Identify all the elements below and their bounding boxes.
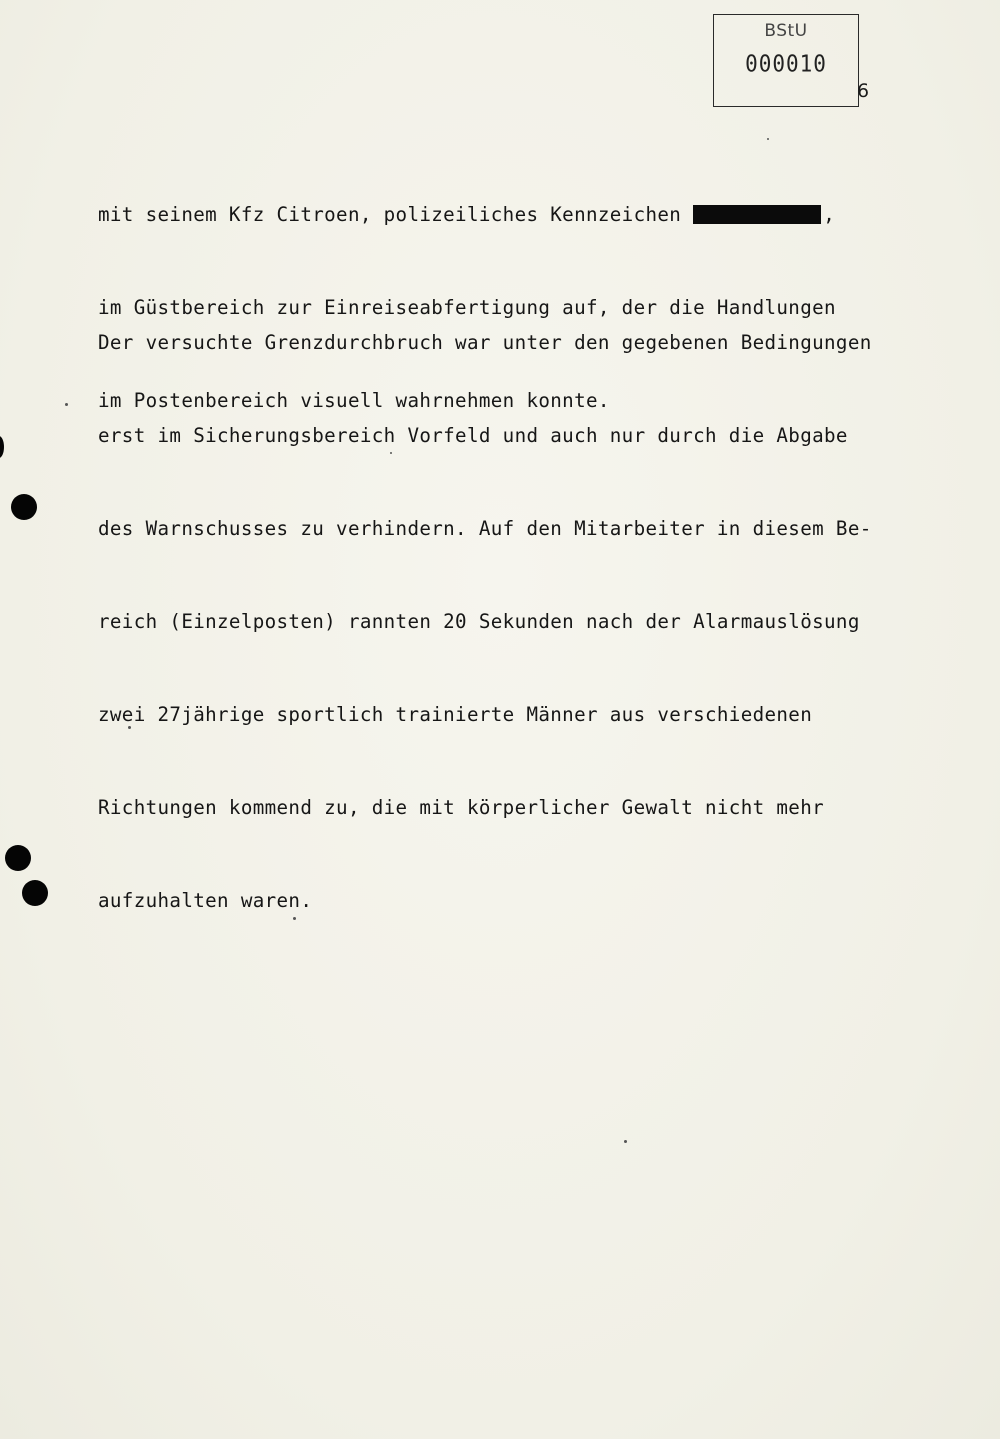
paper-speck xyxy=(128,726,131,729)
text-segment: mit seinem Kfz Citroen, polizeiliches Kennzeichen xyxy=(98,203,682,226)
page-number: 6 xyxy=(857,80,870,102)
text-line: Richtungen kommend zu, die mit körperlicher Gewalt nicht mehr xyxy=(98,796,825,819)
text-line: des Warnschusses zu verhindern. Auf den Mitarbeiter in diesem Be- xyxy=(98,517,872,540)
paragraph-2 xyxy=(98,265,938,978)
paper-speck xyxy=(65,403,68,406)
text-line: im Postenbereich visuell wahrnehmen konnte. xyxy=(98,389,610,412)
paper-speck xyxy=(293,917,296,920)
redaction-bar xyxy=(693,205,821,224)
text-line: zwei 27jährige sportlich trainierte Männer aus verschiedenen xyxy=(98,703,813,726)
text-line xyxy=(98,199,938,230)
text-line: aufzuhalten waren. xyxy=(98,889,313,912)
text-line: Der versuchte Grenzdurchbruch war unter den gegebenen Bedingungen xyxy=(98,331,872,354)
text-line: im Güstbereich zur Einreiseabfertigung auf, der die Handlungen xyxy=(98,296,836,319)
stamp-number: 000010 xyxy=(745,50,827,78)
stamp-organization: BStU xyxy=(764,21,808,41)
archive-stamp xyxy=(713,14,859,107)
text-line: reich (Einzelposten) rannten 20 Sekunden nach der Alarmauslösung xyxy=(98,610,860,633)
text-line: erst im Sicherungsbereich Vorfeld und auch nur durch die Abgabe xyxy=(98,424,848,447)
paper-speck xyxy=(390,452,392,454)
punch-hole xyxy=(22,880,48,906)
text-segment: , xyxy=(823,203,836,226)
punch-hole xyxy=(11,494,37,520)
paper-speck xyxy=(624,1140,627,1143)
punch-hole xyxy=(5,845,31,871)
edge-mark xyxy=(0,436,4,458)
paper-speck xyxy=(767,138,769,140)
